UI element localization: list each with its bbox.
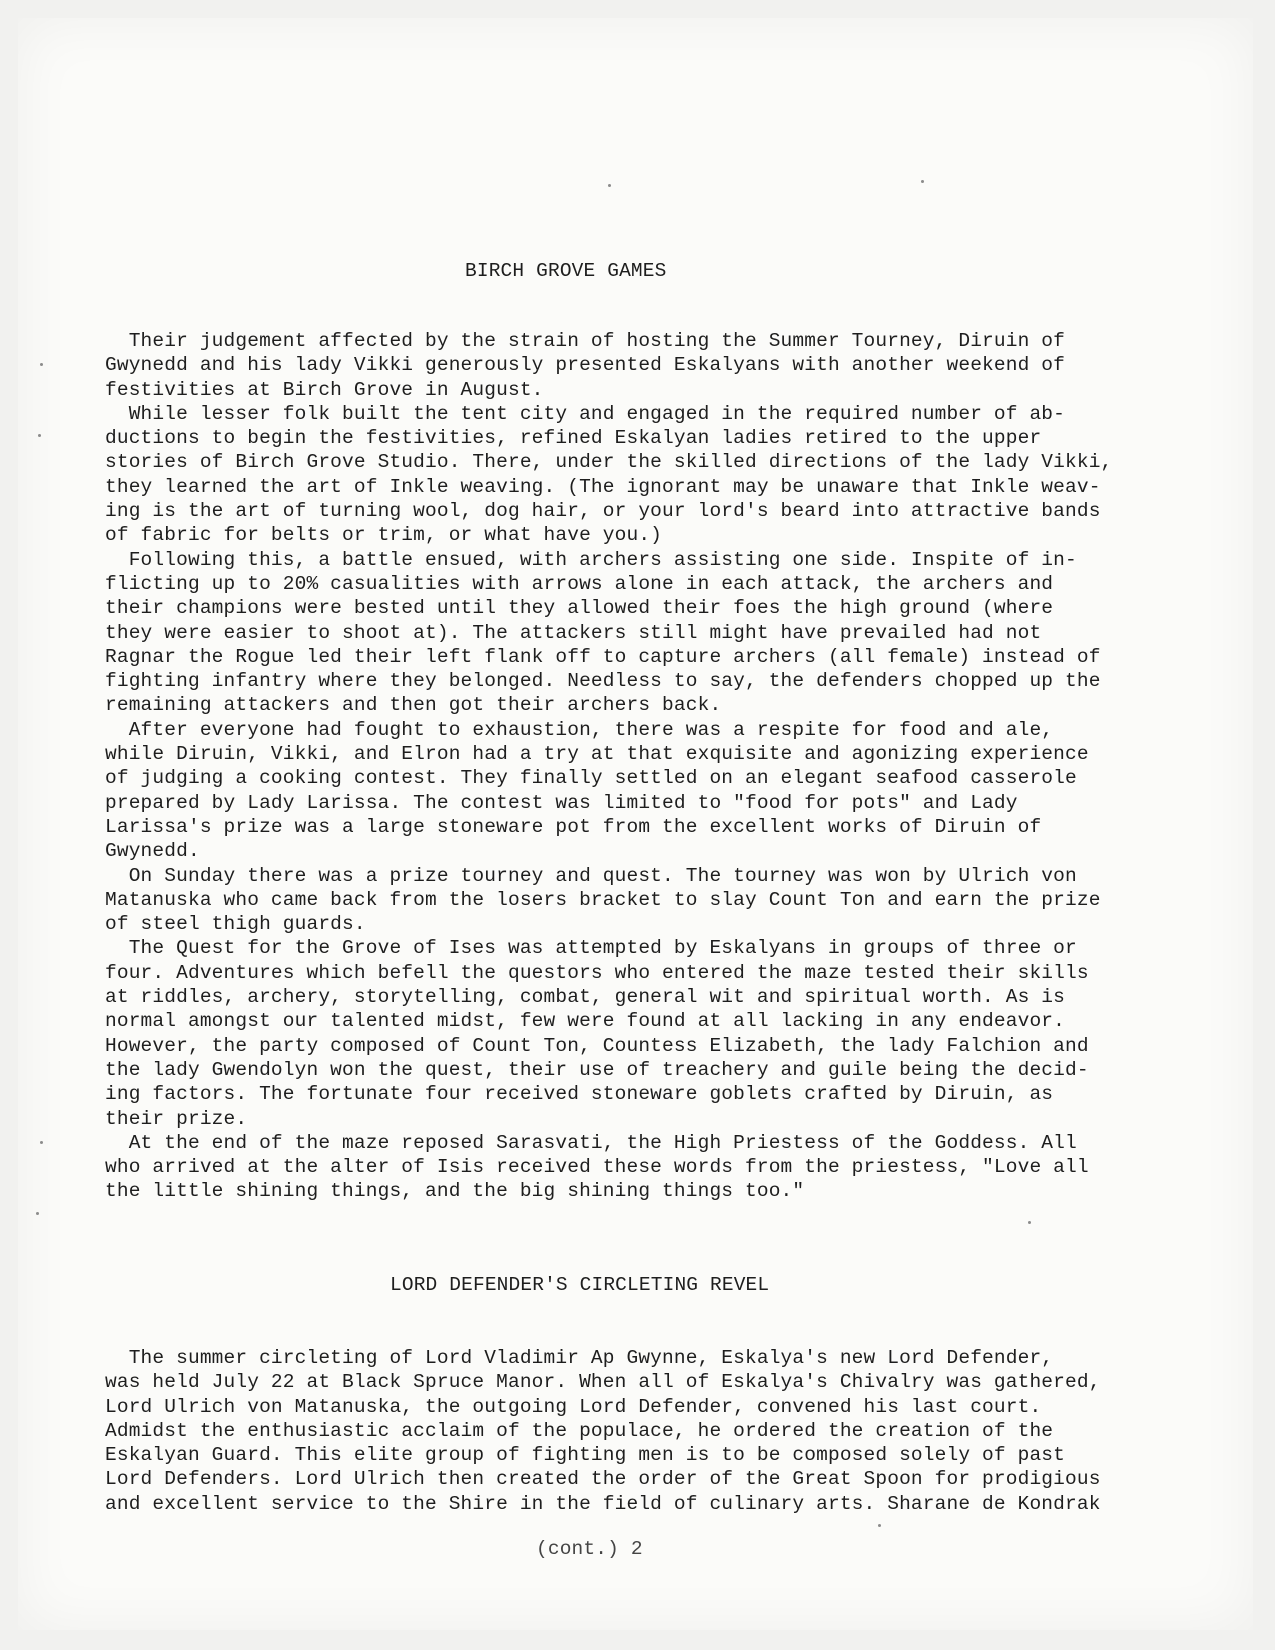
- text-line: Lord Defenders. Lord Ulrich then created the order of the Great Spoon for prodigious: [105, 1468, 1101, 1491]
- text-line: The Quest for the Grove of Ises was attempted by Eskalyans in groups of three or: [105, 937, 1077, 960]
- scan-speck: [40, 363, 43, 366]
- scan-speck: [36, 1212, 39, 1215]
- text-line: of judging a cooking contest. They finally settled on an elegant seafood casserole: [105, 767, 1077, 790]
- scan-speck: [921, 180, 924, 183]
- text-line: prepared by Lady Larissa. The contest was limited to "food for pots" and Lady: [105, 791, 1018, 814]
- text-line: who arrived at the alter of Isis received these words from the priestess, "Love all: [105, 1156, 1089, 1179]
- text-line: their champions were bested until they allowed their foes the high ground (where: [105, 597, 1054, 620]
- text-line: ing is the art of turning wool, dog hair, or your lord's beard into attractive bands: [105, 500, 1101, 523]
- text-line: normal amongst our talented midst, few were found at all lacking in any endeavor.: [105, 1010, 1066, 1033]
- text-line: After everyone had fought to exhaustion, there was a respite for food and ale,: [105, 718, 1054, 741]
- text-line: remaining attackers and then got their archers back.: [105, 694, 722, 717]
- text-line: ductions to begin the festivities, refined Eskalyan ladies retired to the upper: [105, 427, 1042, 450]
- text-line: ing factors. The fortunate four received stoneware goblets crafted by Diruin, as: [105, 1083, 1054, 1106]
- scan-speck: [608, 184, 611, 187]
- text-line: The summer circleting of Lord Vladimir Ap Gwynne, Eskalya's new Lord Defender,: [105, 1347, 1054, 1369]
- text-line: Matanuska who came back from the losers bracket to slay Count Ton and earn the prize: [105, 888, 1101, 911]
- text-line: Ragnar the Rogue led their left flank off to capture archers (all female) instead of: [105, 645, 1101, 668]
- text-line: Gwynedd.: [105, 840, 200, 863]
- continuation-note: (cont.) 2: [536, 1538, 643, 1560]
- text-line: and excellent service to the Shire in the field of culinary arts. Sharane de Kondrak: [105, 1492, 1101, 1515]
- scan-speck: [40, 1141, 43, 1144]
- section-body-circleting-revel: [105, 1346, 1101, 1516]
- text-line: Following this, a battle ensued, with archers assisting one side. Inspite of in-: [105, 548, 1077, 571]
- text-line: stories of Birch Grove Studio. There, under the skilled directions of the lady Vikki,: [105, 451, 1113, 474]
- text-line: at riddles, archery, storytelling, combat, general wit and spiritual worth. As is: [105, 986, 1066, 1009]
- text-line: On Sunday there was a prize tourney and quest. The tourney was won by Ulrich von: [105, 864, 1077, 887]
- text-line: the lady Gwendolyn won the quest, their use of treachery and guile being the decid-: [105, 1058, 1089, 1081]
- text-line: festivities at Birch Grove in August.: [105, 378, 544, 401]
- text-line: they learned the art of Inkle weaving. (The ignorant may be unaware that Inkle weav-: [105, 475, 1101, 498]
- text-line: However, the party composed of Count Ton, Countess Elizabeth, the lady Falchion and: [105, 1034, 1089, 1057]
- section-title-birch-grove-games: BIRCH GROVE GAMES: [465, 260, 667, 282]
- scan-speck: [878, 1524, 881, 1527]
- text-line: Admidst the enthusiastic acclaim of the populace, he ordered the creation of the: [105, 1419, 1054, 1442]
- text-line: Lord Ulrich von Matanuska, the outgoing Lord Defender, convened his last court.: [105, 1395, 1042, 1418]
- text-line: of steel thigh guards.: [105, 913, 366, 936]
- scan-speck: [1028, 1221, 1031, 1224]
- text-line: they were easier to shoot at). The attackers still might have prevailed had not: [105, 621, 1042, 644]
- text-line: of fabric for belts or trim, or what have you.): [105, 524, 663, 547]
- text-line: flicting up to 20% casualities with arrows alone in each attack, the archers and: [105, 572, 1054, 595]
- text-line: At the end of the maze reposed Sarasvati, the High Priestess of the Goddess. All: [105, 1131, 1077, 1154]
- text-line: Gwynedd and his lady Vikki generously presented Eskalyans with another weekend of: [105, 354, 1066, 377]
- text-line: four. Adventures which befell the questors who entered the maze tested their skills: [105, 961, 1089, 984]
- document-page: [18, 18, 1253, 1630]
- text-line: Their judgement affected by the strain of hosting the Summer Tourney, Diruin of: [105, 330, 1066, 352]
- text-line: Eskalyan Guard. This elite group of fighting men is to be composed solely of past: [105, 1444, 1066, 1467]
- text-line: fighting infantry where they belonged. Needless to say, the defenders chopped up the: [105, 670, 1101, 693]
- section-title-circleting-revel: LORD DEFENDER'S CIRCLETING REVEL: [390, 1274, 770, 1296]
- section-body-birch-grove-games: [105, 329, 1112, 1204]
- scan-speck: [38, 434, 41, 437]
- text-line: While lesser folk built the tent city and engaged in the required number of ab-: [105, 402, 1066, 425]
- text-line: the little shining things, and the big shining things too.": [105, 1180, 805, 1203]
- text-line: was held July 22 at Black Spruce Manor. When all of Eskalya's Chivalry was gathered,: [105, 1371, 1101, 1394]
- text-line: their prize.: [105, 1107, 248, 1130]
- text-line: while Diruin, Vikki, and Elron had a try at that exquisite and agonizing experience: [105, 743, 1089, 766]
- text-line: Larissa's prize was a large stoneware pot from the excellent works of Diruin of: [105, 815, 1042, 838]
